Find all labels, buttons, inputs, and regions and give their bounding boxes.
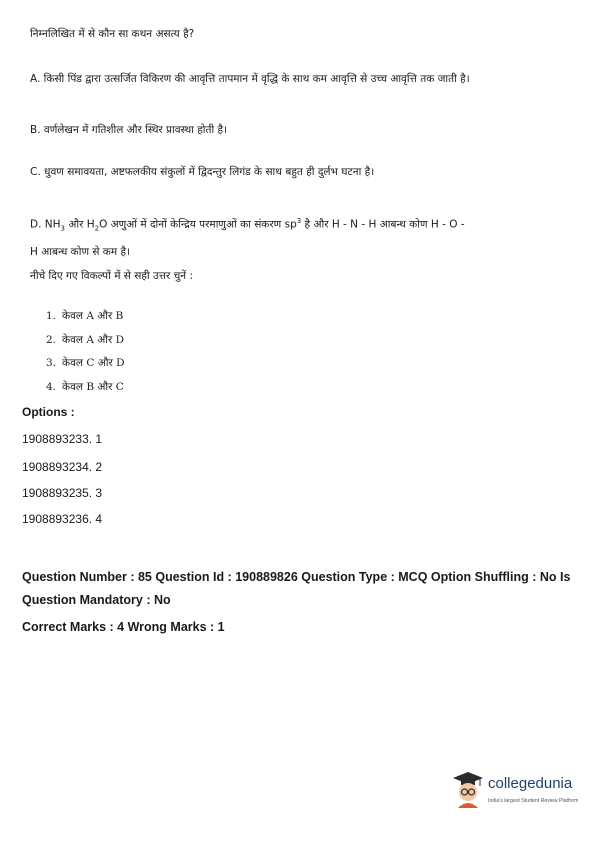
brand-tagline: India's largest Student Review Platform bbox=[488, 798, 579, 804]
statement-d-subscript: 3 bbox=[60, 224, 65, 233]
statement-b: B. वर्णलेखन में गतिशील और स्थिर प्रावस्था होती है। bbox=[30, 124, 228, 136]
marks-line: Correct Marks : 4 Wrong Marks : 1 bbox=[22, 620, 225, 634]
statement-d-part: D. NH bbox=[30, 218, 61, 231]
statement-d-part: O अणुओं में दोनों केन्द्रिय परमाणुओं का संकरण sp bbox=[99, 218, 297, 231]
choice-prompt: नीचे दिए गए विकल्पों में से सही उत्तर चुनें : bbox=[30, 270, 193, 282]
option-item: 1908893235. 3 bbox=[22, 486, 103, 500]
choice-text: केवल B और C bbox=[62, 381, 124, 393]
brand-name: collegedunia bbox=[488, 775, 573, 792]
choice-number: 3. bbox=[46, 357, 57, 369]
student-mascot-icon bbox=[452, 770, 484, 812]
choice-item bbox=[46, 380, 124, 394]
statement-a: A. किसी पिंड द्वारा उत्सर्जित विकिरण की आवृत्ति तापमान में वृद्धि के साथ कम आवृत्ति से उच्च आवृत्ति तक जाती है। bbox=[30, 73, 470, 85]
question-title: निम्नलिखित में से कौन सा कथन असत्य है? bbox=[30, 28, 195, 40]
option-item: 1908893234. 2 bbox=[22, 460, 103, 474]
choice-text: केवल C और D bbox=[62, 357, 125, 369]
statement-d-subscript: 2 bbox=[94, 224, 100, 233]
statement-c: C. धुवण समावयता, अष्टफलकीय संकुलों में द्विदन्तुर लिगंड के साथ बहुत ही दुर्लभ घटना है। bbox=[30, 166, 375, 178]
statement-d-part: और H bbox=[64, 218, 95, 231]
choice-text: केवल A और D bbox=[62, 334, 125, 346]
choice-item bbox=[46, 333, 124, 347]
question-meta-line: Question Number : 85 Question Id : 190889826 Question Type : MCQ Option Shuffling : No Is bbox=[22, 570, 571, 584]
options-heading: Options : bbox=[22, 405, 75, 419]
question-meta-line: Question Mandatory : No bbox=[22, 593, 171, 607]
statement-d-part: है और H - N - H आबन्ध कोण H - O - H आबन्ध कोण से कम है। bbox=[30, 218, 465, 258]
choice-number: 2. bbox=[46, 334, 57, 346]
option-item: 1908893233. 1 bbox=[22, 432, 103, 446]
choice-number: 1. bbox=[46, 310, 57, 322]
statement-d-superscript: 3 bbox=[296, 217, 302, 225]
choice-item bbox=[46, 356, 125, 370]
choice-item bbox=[46, 309, 123, 323]
choice-text: केवल A और B bbox=[62, 310, 124, 322]
option-item: 1908893236. 4 bbox=[22, 512, 103, 526]
statement-d bbox=[30, 210, 470, 264]
collegedunia-logo bbox=[452, 770, 582, 815]
choice-number: 4. bbox=[46, 381, 57, 393]
